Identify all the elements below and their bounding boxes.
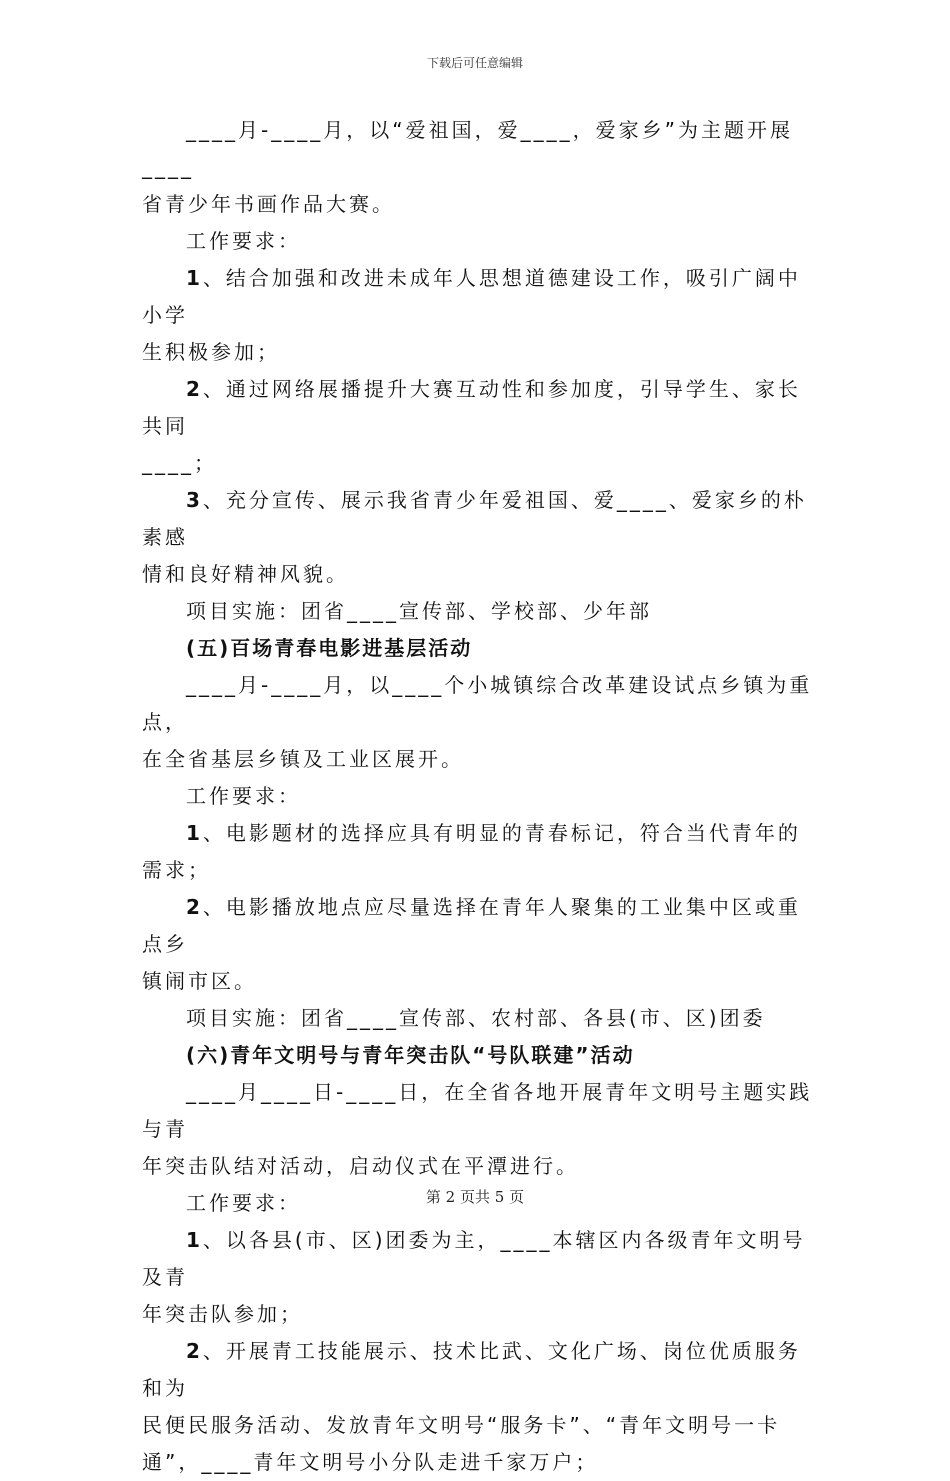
paragraph-continuation xyxy=(142,963,822,1000)
paragraph-text: ____月-____月，以“爱祖国，爱____，爱家乡”为主题开展____ xyxy=(142,118,793,179)
list-item-number: 2 xyxy=(186,1339,203,1363)
paragraph-text: 项目实施：团省____宣传部、农村部、各县(市、区)团委 xyxy=(186,1006,766,1030)
section-heading xyxy=(142,1037,822,1074)
list-item-number: 1 xyxy=(186,821,203,845)
list-item-text: 、通过网络展播提升大赛互动性和参加度，引导学生、家长共同 xyxy=(142,377,801,438)
list-item xyxy=(142,371,822,445)
document-body xyxy=(142,112,822,1481)
paragraph xyxy=(142,223,822,260)
paragraph-text: 年突击队参加； xyxy=(142,1302,303,1326)
paragraph xyxy=(142,593,822,630)
paragraph-text: 在全省基层乡镇及工业区展开。 xyxy=(142,747,464,771)
paragraph-continuation xyxy=(142,1444,822,1481)
list-item-number: 2 xyxy=(186,895,203,919)
section-heading-text: (五)百场青春电影进基层活动 xyxy=(186,636,473,660)
paragraph-continuation xyxy=(142,445,822,482)
paragraph-continuation xyxy=(142,556,822,593)
page-header: 下载后可任意编辑 xyxy=(426,56,523,70)
paragraph-text: 民便民服务活动、发放青年文明号“服务卡”、“青年文明号一卡 xyxy=(142,1413,781,1437)
paragraph-text: 工作要求： xyxy=(186,1191,301,1215)
list-item xyxy=(142,482,822,556)
section-heading xyxy=(142,630,822,667)
paragraph-text: ____月-____月，以____个小城镇综合改革建设试点乡镇为重点， xyxy=(142,673,813,734)
list-item xyxy=(142,889,822,963)
paragraph-text: 工作要求： xyxy=(186,229,301,253)
list-item xyxy=(142,260,822,334)
paragraph-text: 省青少年书画作品大赛。 xyxy=(142,192,395,216)
list-item-text: 、以各县(市、区)团委为主，____本辖区内各级青年文明号及青 xyxy=(142,1228,806,1289)
paragraph-continuation xyxy=(142,334,822,371)
paragraph-continuation xyxy=(142,186,822,223)
paragraph-text: 生积极参加； xyxy=(142,340,280,364)
list-item-text: 、电影题材的选择应具有明显的青春标记，符合当代青年的需求； xyxy=(142,821,801,882)
list-item-number: 1 xyxy=(186,1228,203,1252)
page-footer: 第 2 页共 5 页 xyxy=(425,1188,525,1206)
list-item-number: 1 xyxy=(186,266,203,290)
paragraph-text: 项目实施：团省____宣传部、学校部、少年部 xyxy=(186,599,652,623)
paragraph-text: 情和良好精神风貌。 xyxy=(142,562,349,586)
paragraph-continuation xyxy=(142,1148,822,1185)
list-item-text: 、结合加强和改进未成年人思想道德建设工作，吸引广阔中小学 xyxy=(142,266,801,327)
paragraph xyxy=(142,112,822,186)
paragraph-text: 年突击队结对活动，启动仪式在平潭进行。 xyxy=(142,1154,579,1178)
paragraph xyxy=(142,667,822,741)
section-heading-text: (六)青年文明号与青年突击队“号队联建”活动 xyxy=(186,1043,635,1067)
list-item xyxy=(142,815,822,889)
paragraph xyxy=(142,1074,822,1148)
paragraph-text: ____； xyxy=(142,451,217,475)
list-item xyxy=(142,1333,822,1407)
paragraph-continuation xyxy=(142,741,822,778)
paragraph-continuation xyxy=(142,1407,822,1444)
list-item-text: 、充分宣传、展示我省青少年爱祖国、爱____、爱家乡的朴素感 xyxy=(142,488,807,549)
paragraph-text: 镇闹市区。 xyxy=(142,969,257,993)
list-item xyxy=(142,1222,822,1296)
list-item-number: 3 xyxy=(186,488,203,512)
paragraph xyxy=(142,1000,822,1037)
paragraph-continuation xyxy=(142,1296,822,1333)
list-item-text: 、开展青工技能展示、技术比武、文化广场、岗位优质服务和为 xyxy=(142,1339,801,1400)
list-item-text: 、电影播放地点应尽量选择在青年人聚集的工业集中区或重点乡 xyxy=(142,895,801,956)
paragraph-text: 工作要求： xyxy=(186,784,301,808)
paragraph-text: 通”，____青年文明号小分队走进千家万户； xyxy=(142,1450,599,1474)
paragraph-text: ____月____日-____日，在全省各地开展青年文明号主题实践与青 xyxy=(142,1080,813,1141)
paragraph xyxy=(142,778,822,815)
list-item-number: 2 xyxy=(186,377,203,401)
